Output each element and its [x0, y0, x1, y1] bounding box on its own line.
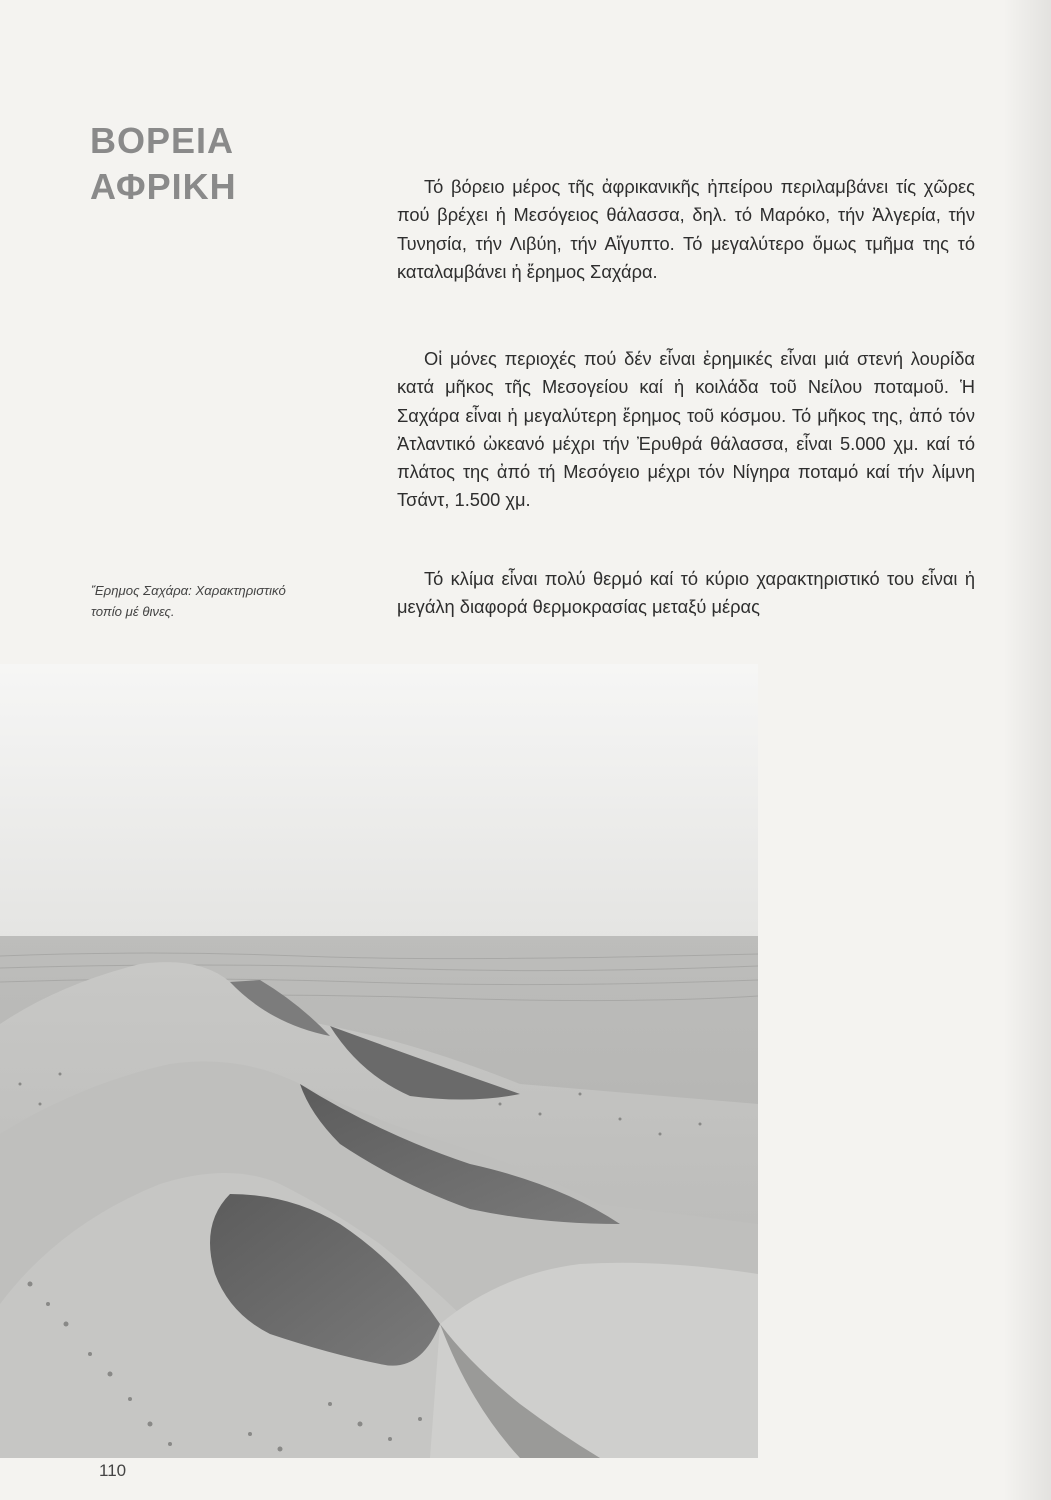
- page-number: 110: [99, 1461, 127, 1480]
- page-edge-shadow: [1003, 0, 1051, 1500]
- paragraph-intro: Τό βόρειο μέρος τῆς ἀφρικανικῆς ἠπείρου περιλαμβάνει τίς χῶρες πού βρέχει ἡ Μεσόγειος θάλασσα, δηλ. τό Μαρόκο, τήν Ἀλγερία, τήν Τυνησία, τήν Λιβύη, τήν Αἴγυπτο. Τό μεγαλύτερο ὅμως τμῆμα της τό καταλαμβάνει ἡ ἔρημος Σαχάρα.: [397, 176, 975, 282]
- page-title: [90, 118, 237, 210]
- paragraph-sahara: Οἱ μόνες περιοχές πού δέν εἶναι ἐρημικές εἶναι μιά στενή λουρίδα κατά μῆκος τῆς Μεσογείου καί ἡ κοιλάδα τοῦ Νείλου ποταμοῦ. Ἡ Σαχάρα εἶναι ἡ μεγαλύτερη ἔρημος τοῦ κόσμου. Τό μῆκος της, ἀπό τόν Ἀτλαντικό ὠκεανό μέχρι τήν Ἐρυθρά θάλασσα, εἶναι 5.000 χμ. καί τό πλάτος της ἀπό τή Μεσόγειο μέχρι τόν Νίγηρα ποταμό καί τήν λίμνη Τσάντ, 1.500 χμ.: [397, 348, 975, 511]
- sahara-dunes-photo: [0, 664, 758, 1458]
- title-line-1: ΒΟΡΕΙΑ: [90, 120, 235, 161]
- paragraph-climate: Τό κλίμα εἶναι πολύ θερμό καί τό κύριο χαρακτηριστικό του εἶναι ἡ μεγάλη διαφορά θερμοκρασίας μεταξύ μέρας: [397, 568, 975, 618]
- title-line-2: ΑΦΡΙΚΗ: [90, 166, 237, 207]
- photo-caption: Ἔρημος Σαχάρα: Χαρακτηριστικό τοπίο μέ θινες.: [91, 583, 286, 619]
